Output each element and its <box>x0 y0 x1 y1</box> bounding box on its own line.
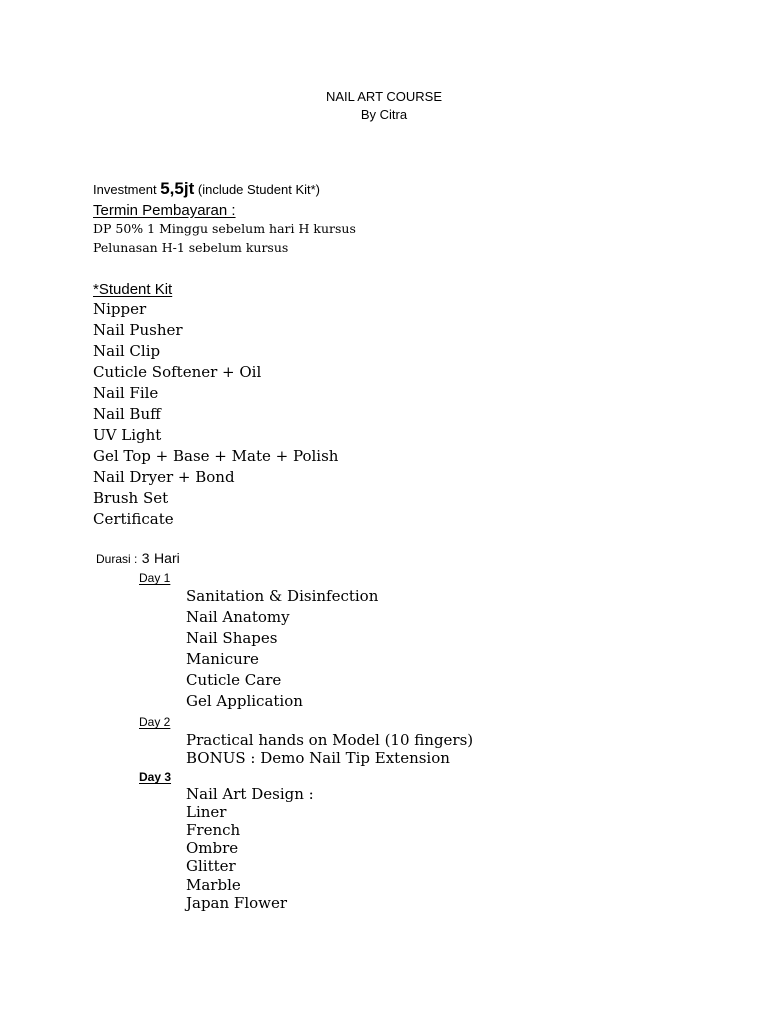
course-byline: By Citra <box>360 107 408 122</box>
day-1-item: Sanitation & Disinfection <box>186 587 379 605</box>
day-3-item: Liner <box>186 803 227 821</box>
day-2-item: BONUS : Demo Nail Tip Extension <box>186 749 450 767</box>
day-3-item: Glitter <box>186 857 236 875</box>
day-1-item: Nail Anatomy <box>186 608 290 626</box>
kit-item: Nail Dryer + Bond <box>93 468 235 486</box>
duration-label: Durasi : <box>96 552 138 566</box>
kit-item: Nail Buff <box>93 405 161 423</box>
day-3-item: Nail Art Design : <box>186 785 314 803</box>
investment-line <box>93 180 320 197</box>
kit-item: UV Light <box>93 426 162 444</box>
duration-line <box>96 551 180 567</box>
day-3-item: French <box>186 821 241 839</box>
day-1-label: Day 1 <box>139 571 171 585</box>
kit-item: Nail File <box>93 384 159 402</box>
investment-note: (include Student Kit*) <box>197 182 320 197</box>
kit-item: Nipper <box>93 300 147 318</box>
student-kit-heading: *Student Kit <box>93 281 173 298</box>
investment-price: 5,5jt <box>160 179 195 198</box>
payment-heading: Termin Pembayaran : <box>93 202 236 219</box>
kit-item: Certificate <box>93 510 174 528</box>
kit-item: Gel Top + Base + Mate + Polish <box>93 447 339 465</box>
payment-line-2: Pelunasan H-1 sebelum kursus <box>93 240 289 255</box>
day-3-item: Ombre <box>186 839 239 857</box>
day-1-item: Nail Shapes <box>186 629 278 647</box>
day-1-item: Cuticle Care <box>186 671 282 689</box>
day-1-item: Gel Application <box>186 692 303 710</box>
kit-item: Brush Set <box>93 489 169 507</box>
day-3-item: Japan Flower <box>186 894 288 912</box>
investment-label: Investment <box>93 182 157 197</box>
payment-line-1: DP 50% 1 Minggu sebelum hari H kursus <box>93 221 356 236</box>
kit-item: Nail Pusher <box>93 321 183 339</box>
day-3-label: Day 3 <box>139 770 172 784</box>
kit-item: Nail Clip <box>93 342 161 360</box>
day-1-item: Manicure <box>186 650 259 668</box>
duration-value: 3 <box>141 550 150 566</box>
duration-unit: Hari <box>154 550 180 566</box>
kit-item: Cuticle Softener + Oil <box>93 363 262 381</box>
day-2-label: Day 2 <box>139 715 171 729</box>
day-2-item: Practical hands on Model (10 fingers) <box>186 731 474 749</box>
day-3-item: Marble <box>186 876 241 894</box>
course-title: NAIL ART COURSE <box>325 89 443 104</box>
